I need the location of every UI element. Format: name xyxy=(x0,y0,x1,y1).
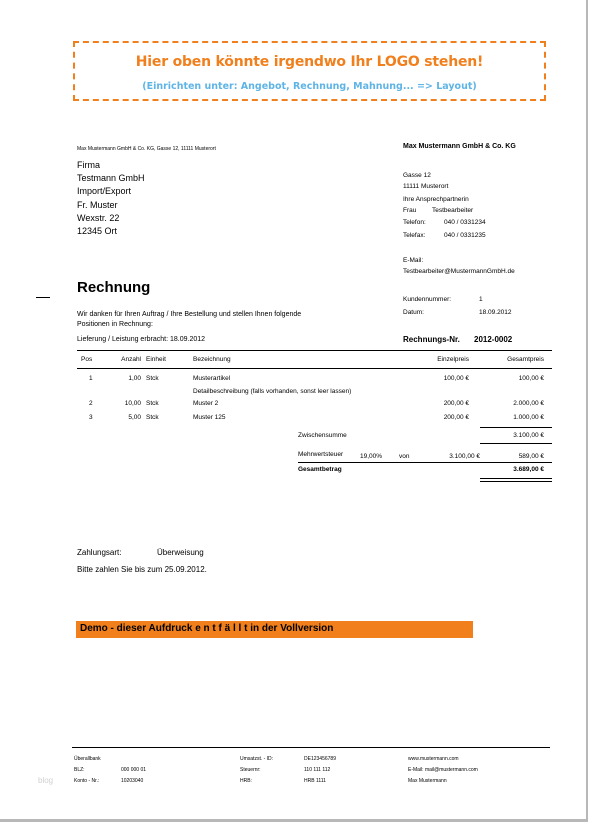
row1-desc: Musterartikel xyxy=(193,375,231,382)
row3-qty: 5,00 xyxy=(128,414,141,421)
row2-unit: Stck xyxy=(146,400,159,407)
row1-price: 100,00 € xyxy=(443,375,469,382)
contact-heading: Ihre Ansprechpartnerin xyxy=(403,196,469,203)
row1-unit: Stck xyxy=(146,375,159,382)
footer-bank-name: Überallbank xyxy=(74,756,101,762)
footer-hrb-label: HRB: xyxy=(240,778,252,784)
demo-banner xyxy=(76,621,473,638)
recipient-line-1: Firma xyxy=(77,160,100,170)
row3-pos: 3 xyxy=(89,414,93,421)
phone-value: 040 / 0331234 xyxy=(444,219,486,226)
logo-headline: Hier oben könnte irgendwo Ihr LOGO stehen! xyxy=(135,54,484,70)
footer-blz-label: BLZ: xyxy=(74,767,85,773)
vat-base: 3.100,00 € xyxy=(449,453,480,460)
col-header-unit: Einheit xyxy=(146,356,166,363)
subtotal-value: 3.100,00 € xyxy=(513,432,544,439)
intro-line-1: Wir danken für Ihren Auftrag / Ihre Bestellung und stellen Ihnen folgende xyxy=(77,311,302,318)
footer-blz-value: 000 000 01 xyxy=(121,767,147,773)
footer-email[interactable]: E-Mail: mail@mustermann.com xyxy=(408,767,478,773)
subtotal-underline xyxy=(480,443,552,444)
row2-desc: Muster 2 xyxy=(193,400,219,407)
footer-steuer-value: 110 111 112 xyxy=(304,767,331,773)
email-value[interactable]: Testbearbeiter@MustermannGmbH.de xyxy=(403,268,515,275)
footer-konto-label: Konto - Nr.: xyxy=(74,778,100,784)
customer-number-label: Kundennummer: xyxy=(403,296,452,303)
row2-price: 200,00 € xyxy=(443,400,469,407)
footer-ust-label: Umsatzst. - ID: xyxy=(240,756,274,762)
email-label: E-Mail: xyxy=(403,257,424,264)
footer-website[interactable]: www.mustermann.com xyxy=(408,756,459,762)
table-header-rule xyxy=(77,368,552,369)
col-header-total: Gesamtpreis xyxy=(507,356,544,363)
company-name: Max Mustermann GmbH & Co. KG xyxy=(403,143,516,150)
grand-total-underline-1 xyxy=(480,478,552,479)
vat-from: von xyxy=(399,453,410,460)
watermark-text: blog xyxy=(38,776,54,785)
grand-total-label: Gesamtbetrag xyxy=(298,466,342,473)
col-header-qty: Anzahl xyxy=(121,356,141,363)
col-header-desc: Bezeichnung xyxy=(193,356,231,363)
footer-hrb-value: HRB 1111 xyxy=(304,778,326,784)
footer-owner: Max Mustermann xyxy=(408,778,447,784)
company-city: 11111 Musterort xyxy=(403,183,449,190)
intro-line-2: Positionen in Rechnung: xyxy=(77,321,153,328)
invoice-number-label: Rechnungs-Nr. xyxy=(403,335,460,344)
logo-placeholder[interactable] xyxy=(73,41,546,101)
table-top-rule xyxy=(77,350,552,351)
footer-ust-value: DE123456789 xyxy=(304,756,336,762)
subtotal-label: Zwischensumme xyxy=(298,432,347,439)
company-street: Gasse 12 xyxy=(403,172,431,179)
delivery-date: Lieferung / Leistung erbracht: 18.09.2012 xyxy=(77,336,206,343)
footer-steuer-label: Steuernr: xyxy=(240,767,261,773)
recipient-line-2: Testmann GmbH xyxy=(77,173,145,183)
footer-rule xyxy=(72,747,550,748)
vat-label: Mehrwertsteuer xyxy=(298,451,344,458)
vat-value: 589,00 € xyxy=(518,453,544,460)
fax-label: Telefax: xyxy=(403,232,426,239)
payment-method-label: Zahlungsart: xyxy=(77,548,122,557)
recipient-line-3: Import/Export xyxy=(77,186,132,196)
grand-total-rule xyxy=(298,462,552,463)
row1-pos: 1 xyxy=(89,375,93,382)
row2-total: 2.000,00 € xyxy=(513,400,544,407)
row1-total: 100,00 € xyxy=(518,375,544,382)
customer-number-value: 1 xyxy=(479,296,483,303)
phone-label: Telefon: xyxy=(403,219,426,226)
row3-unit: Stck xyxy=(146,414,159,421)
payment-method-value: Überweisung xyxy=(157,548,204,557)
fax-value: 040 / 0331235 xyxy=(444,232,486,239)
recipient-line-4: Fr. Muster xyxy=(77,200,118,210)
row3-desc: Muster 125 xyxy=(193,414,226,421)
contact-label: Frau xyxy=(403,207,417,214)
vat-rate: 19,00% xyxy=(360,453,383,460)
row1-qty: 1,00 xyxy=(128,375,141,382)
recipient-line-6: 12345 Ort xyxy=(77,226,118,236)
payment-note: Bitte zahlen Sie bis zum 25.09.2012. xyxy=(77,565,207,574)
recipient-line-5: Wexstr. 22 xyxy=(77,213,120,223)
demo-banner-text: Demo - dieser Aufdruck e n t f ä l l t in der Vollversion xyxy=(80,623,334,634)
sender-return-address: Max Mustermann GmbH & Co. KG, Gasse 12, 11111 Musterort xyxy=(77,146,216,152)
subtotal-rule xyxy=(480,427,552,428)
footer-konto-value: 10203040 xyxy=(121,778,144,784)
row2-pos: 2 xyxy=(89,400,93,407)
date-value: 18.09.2012 xyxy=(479,309,512,316)
row3-total: 1.000,00 € xyxy=(513,414,544,421)
grand-total-underline-2 xyxy=(480,481,552,482)
contact-name: Testbearbeiter xyxy=(432,207,474,214)
date-label: Datum: xyxy=(403,309,424,316)
document-title: Rechnung xyxy=(77,279,151,296)
invoice-number-value: 2012-0002 xyxy=(474,335,513,344)
fold-mark xyxy=(36,297,50,298)
row2-qty: 10,00 xyxy=(124,400,141,407)
logo-setup-hint: (Einrichten unter: Angebot, Rechnung, Mahnung... => Layout) xyxy=(142,81,477,92)
row3-price: 200,00 € xyxy=(443,414,469,421)
row1-desc-detail: Detailbeschreibung (falls vorhanden, sonst leer lassen) xyxy=(193,388,352,395)
col-header-price: Einzelpreis xyxy=(437,356,469,363)
col-header-pos: Pos xyxy=(81,356,93,363)
grand-total-value: 3.689,00 € xyxy=(513,466,544,473)
